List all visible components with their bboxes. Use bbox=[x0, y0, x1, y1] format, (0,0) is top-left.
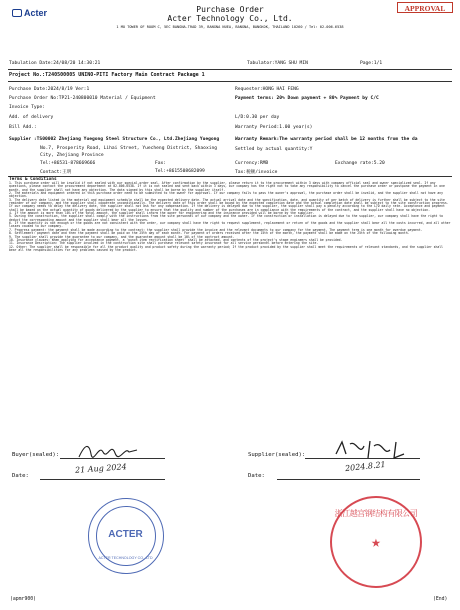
buyer-signature bbox=[75, 440, 145, 462]
liquidated-damages: L/D:0.30 per day bbox=[235, 115, 280, 120]
warranty-period: Warranty Period:1.00 year(s) bbox=[235, 125, 313, 130]
term-item: 12. Other: The supplier shall be responsible for all the product quality and product safety during the warranty period; If the product provided by the supplier shall meet the requirements of relevant standards, and the supplier shall bear all the responsibilities for any problems caused by the product. bbox=[9, 244, 443, 252]
terms-heading: Terms & Conditions bbox=[9, 177, 57, 182]
settled-by-quantity: Settled by actual quantity:Y bbox=[235, 147, 313, 152]
buyer-sealed-label: Buyer(sealed): bbox=[12, 452, 60, 458]
warranty-remark: Warranty Remark:The warranty period shall be 12 months from the da bbox=[235, 137, 418, 142]
term-item: 3. The delivery date listed in the material and equipment schedule shall be the expected delivery date. The actual arrival date and the specification, date, and quantity of per batch of delivery is further shall be subject to the site reminder of our company, and the supplier shall cooperate unconditionally. The delivery date of this order shall be bound by the expected completion date and the actual completion date shall be subject to the site construction progress. If our company needs to delay the delivery date, the supplier shall not ask for any compensation. If the delivery is delayed due to the supplier, the supplier shall pay a penalty according to the L/D daily rate. Acceptance and payment shall be based on the actual quantity of goods delivered by the supplier to ensure that the quality and number of the purchases are in compliance with the requirements of the contract, and the supplier shall have no objection. bbox=[9, 197, 449, 212]
term-item: 9. The supplier shall provide the guarantee to our company, and the guarantee amount shall be 10% of the contract amount. bbox=[9, 234, 235, 239]
term-item: 6. If the quantity is not enough or the goods are not consistent with the order, our company shall have the right to request supplement, replacement or return of the goods and the supplier shall bear all the costs incurred, and all other losses caused to our company. bbox=[9, 221, 451, 229]
supplier-date-label: Date: bbox=[248, 473, 265, 479]
company-address: 1 MO TOWER OF ROOM C, 5EC BANGNA-TRAD 39, BANGNA NUEA, BANGNA, BANGKOK, THAILAND 10260 / Tel: 02-006-6538 bbox=[116, 25, 344, 29]
company-name: Acter Technology Co., Ltd. bbox=[167, 14, 293, 23]
supplier-signature bbox=[330, 436, 415, 462]
requester: Requester:HONG HAI FENG bbox=[235, 87, 299, 92]
supplier-contact: Contact:王明 bbox=[40, 170, 72, 175]
bill-address: Bill Add.: bbox=[9, 125, 37, 130]
seal-star-icon: ★ bbox=[371, 532, 381, 551]
buyer-date-label: Date: bbox=[12, 473, 29, 479]
term-item: 8. Settlement: payment date and then the payment shall be paid on the 25th day of each month. For payment of orders received after the 15th of the month, the payment shall be made on the 25th of the following month. bbox=[9, 231, 410, 236]
term-item: 5. During the construction, the supplier shall comply with the instructions from the site personnel of our company and the owner. If the construction or installation is delayed due to the supplier, our company shall have the right to deduct the corresponding amount and the supplier shall bear all the losses. bbox=[9, 214, 443, 222]
purchase-date: Purchase Date:2024/8/19 Ver:1 bbox=[9, 87, 90, 92]
supplier-line: Supplier :TS00002 Zhejiang Yuegong Steel Structure Co., Ltd.Zhejiang Yuegong bbox=[9, 137, 220, 142]
tabulator: Tabulator:YANG SHU MIN bbox=[247, 61, 308, 66]
page-number: Page:1/1 bbox=[360, 61, 383, 66]
supplier-tel-2: Tel:+8615508682099 bbox=[155, 169, 205, 174]
tabulation-date: Tabulation Date:24/08/20 14:30:21 bbox=[9, 61, 101, 66]
terms-and-conditions bbox=[9, 182, 451, 252]
buyer-date-handwritten: 21 Aug 2024 bbox=[74, 462, 127, 475]
supplier-fax: Fax: bbox=[155, 161, 167, 166]
supplier-address-2: City, Zhejiang Province bbox=[40, 153, 104, 158]
supplier-red-seal bbox=[330, 496, 422, 588]
currency: Currency:RMB bbox=[235, 161, 269, 166]
logo-text: Acter bbox=[24, 8, 48, 18]
end-marker: (End) bbox=[433, 597, 448, 602]
term-item: 4. If the amount is more than 10% of the total amount, the supplier shall inform the owner for engineering and the insurance provided will be borne by the supplier. bbox=[9, 211, 315, 216]
term-item: 11. Insurance Description: The supplier involved in the construction site shall purchase relevant safety insurance for all service personnel before entering the site. bbox=[9, 241, 319, 246]
acter-company-seal bbox=[88, 498, 164, 574]
seal-chinese-text: 浙江越宫钢结构有限公司 bbox=[334, 509, 418, 518]
term-item: 7. Progress payment: the payment shall be made according to the contract; the supplier shall provide the invoice and the relevant documents to our company for the payment. The payment term is one month for overdue payment. bbox=[9, 227, 423, 232]
supplier-sealed-label: Supplier(sealed): bbox=[248, 452, 306, 458]
exchange-rate: Exchange rate:5.20 bbox=[335, 161, 385, 166]
tax: Tax:税额/invoice bbox=[235, 170, 278, 175]
payment-terms: Payment terms: 20% Down payment + 80% Payment by C/C bbox=[235, 96, 379, 101]
supplier-tel: Tel:+86531-878669666 bbox=[40, 161, 96, 166]
approval-stamp: APPROVAL bbox=[397, 2, 453, 13]
purchase-order-no: Purchase Order No:TP21-240800010 Material / Equipment bbox=[9, 96, 156, 101]
delivery-address: Add. of delivery bbox=[9, 115, 54, 120]
term-item: 10. Insurance clauses: When applying for acceptance payment, a 'punch item rectification sheet' shall be attached, and contents of the project's stage engineers shall be provided. bbox=[9, 237, 343, 242]
supplier-address-1: No.7, Prosperity Road, Lihai Street, Yuecheng District, Shaoxing bbox=[40, 146, 218, 151]
project-number: Project No.:T240500005 UNINO-PITI Factory Main Contract Package 1 bbox=[9, 72, 205, 78]
seal-center-text: ACTER bbox=[108, 529, 143, 540]
seal-ring-text: ACTER TECHNOLOGY CO., LTD bbox=[98, 556, 153, 560]
term-item: 1. This purchase order will be invalid if not sealed with our special-order seal. After confirmation by the supplier, please return it to the procurement within 3 days with company official seal and owner specialized seal. If any questions, please contact the procurement department at 02-006-6538. If it is not sealed and sent back within 3 days, our company has the right not to take any responsibility to cancel the purchase order or postpone the payment in one month, and the supplier shall not have any objection. The data signed by this shall be borne by the supplier itself. bbox=[9, 181, 445, 192]
supplier-date-handwritten: 2024.8.21 bbox=[344, 459, 387, 474]
form-code: (apmr900) bbox=[10, 597, 36, 602]
invoice-type: Invoice Type: bbox=[9, 105, 45, 110]
document-title: Purchase Order bbox=[196, 5, 264, 14]
term-item: 2. The materials and equipment ordered in this purchase order need to be submitted to the owner for approval. If our company fails to pass the owner's approval, the purchase order shall be invalid, and the supplier shall not have any objection. bbox=[9, 191, 443, 199]
